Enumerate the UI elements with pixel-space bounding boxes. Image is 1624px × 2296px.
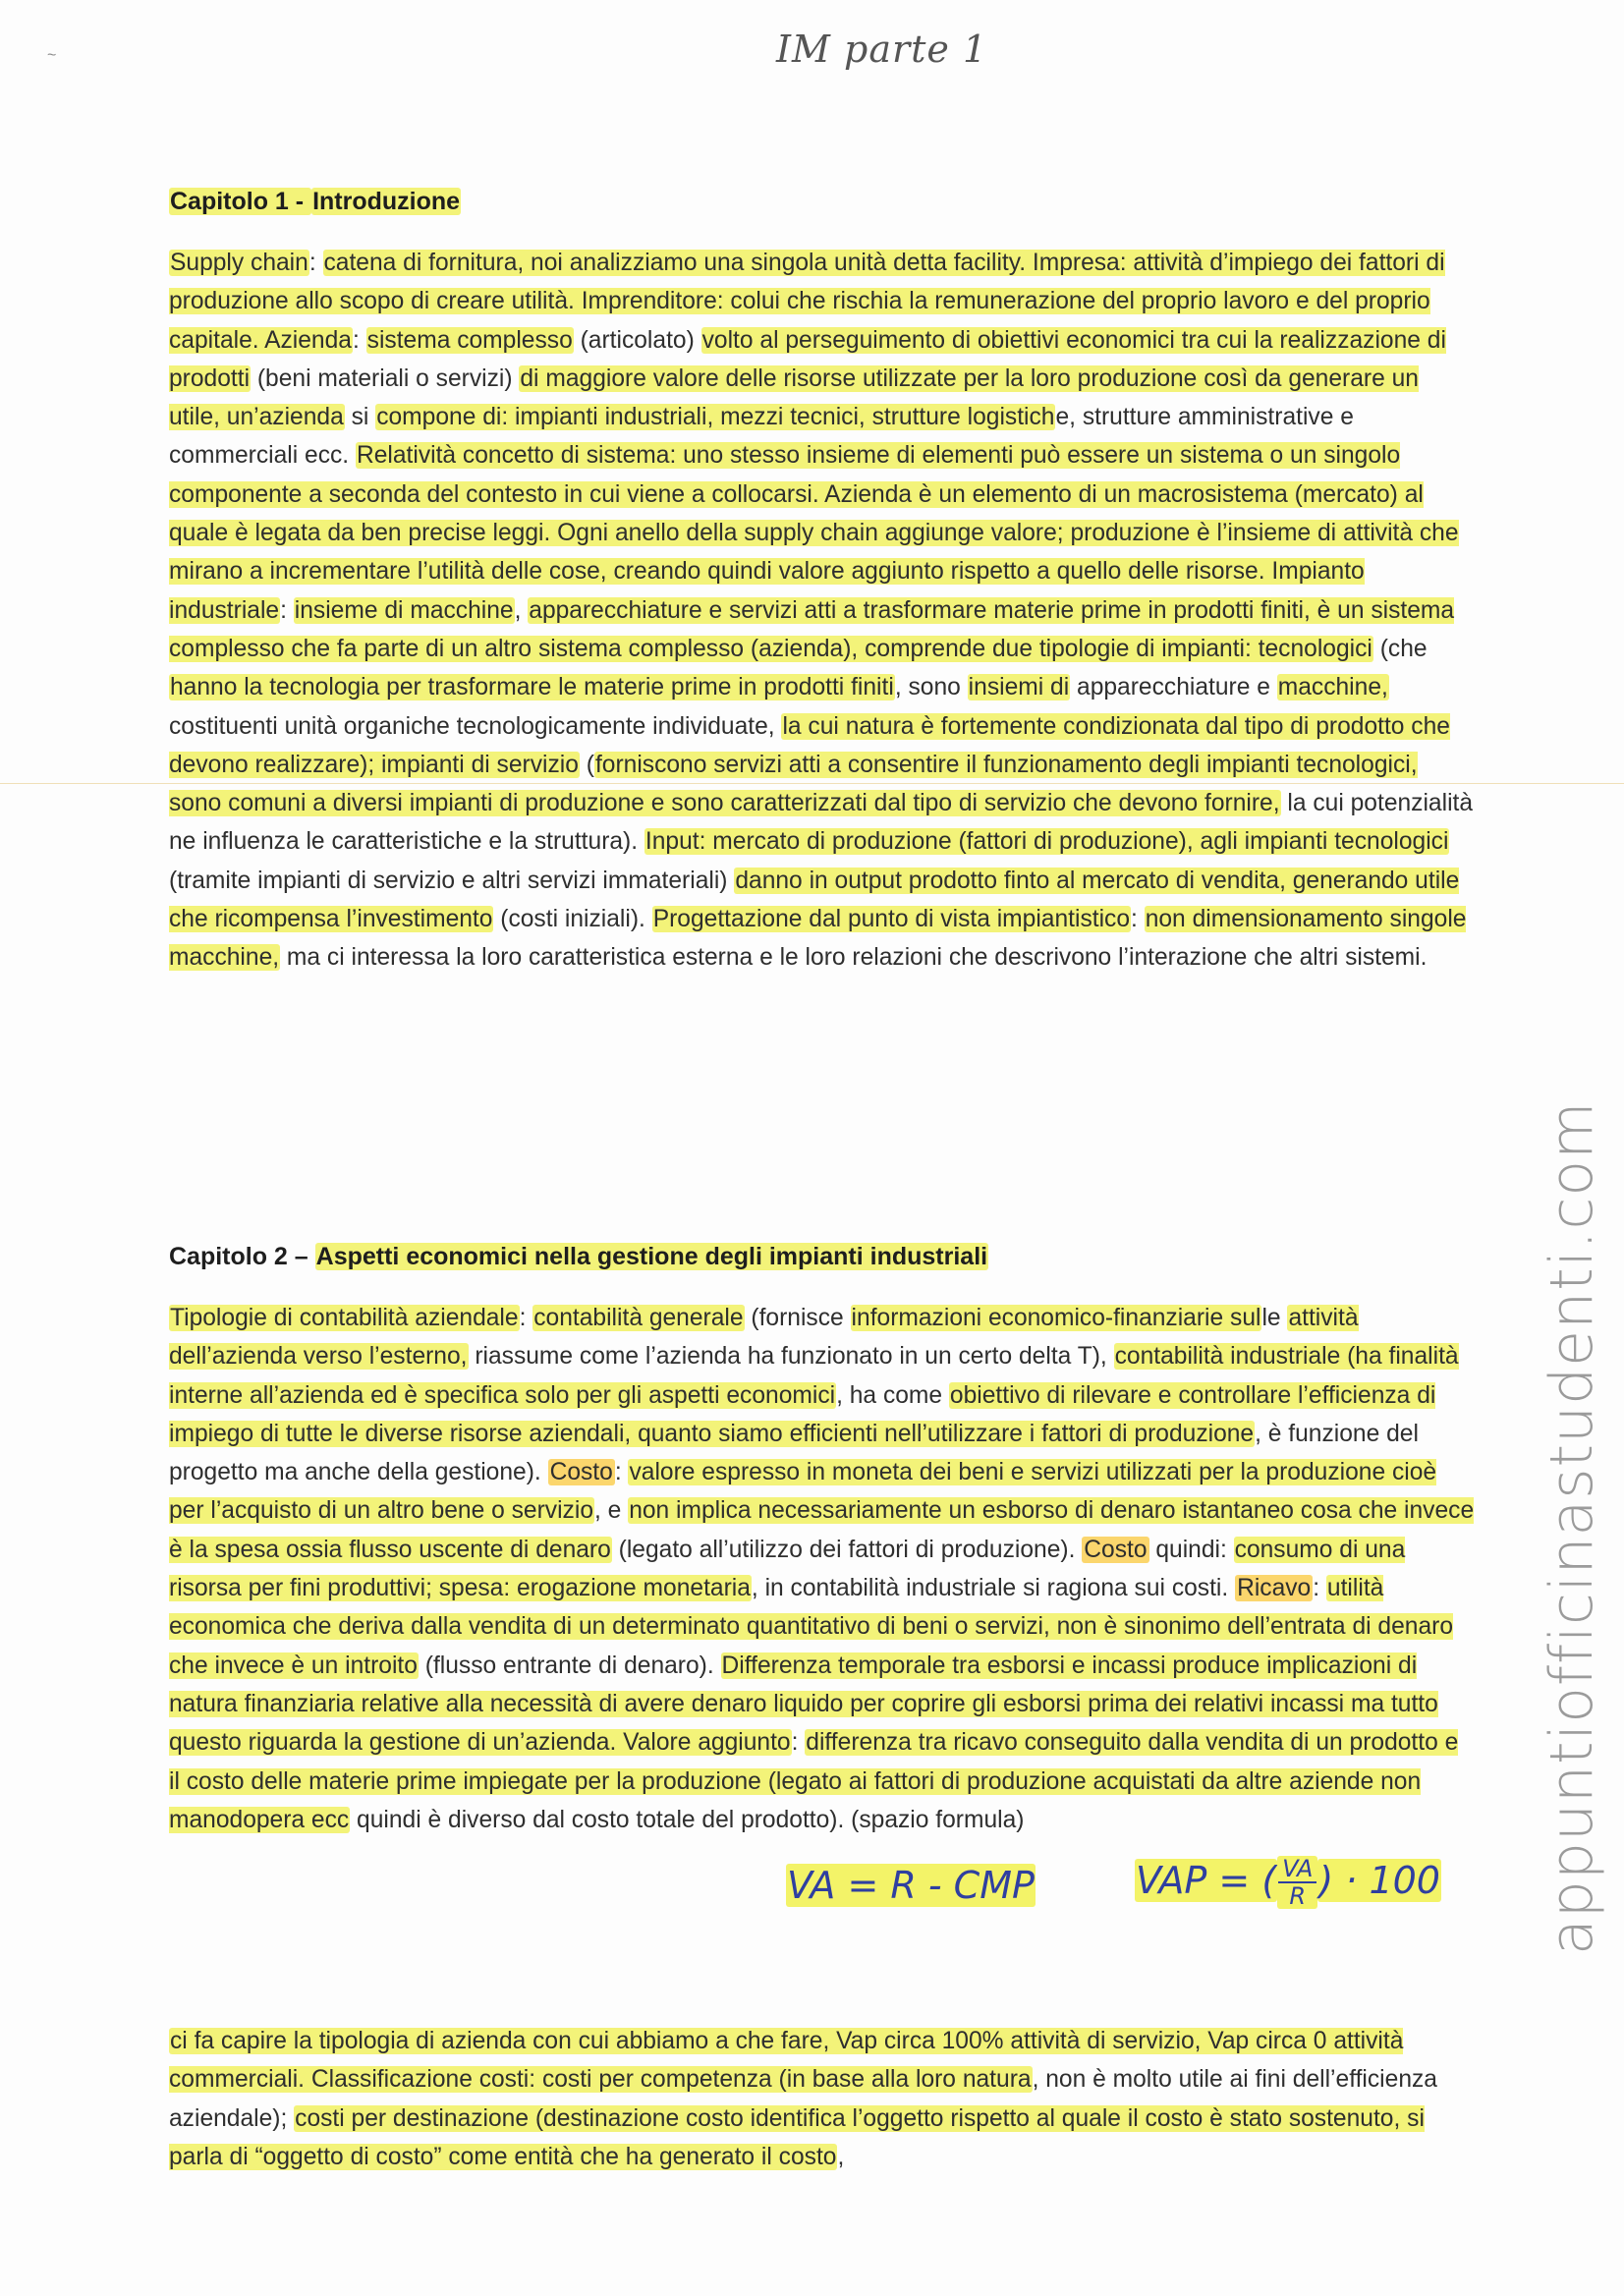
text-run: (tramite impianti di servizio e altri servizi immateriali) [169,867,735,894]
text-run: di maggiore valore delle risorse utilizzate per la loro produzione così da generare un utile, un’azienda [169,364,1419,431]
chapter-2-paragraph-2 [169,2022,1476,2176]
text-run: utilità economica che deriva dalla vendita di un determinato quantitativo di beni o servizi, non è sinonimo dell’entrata di denaro che invece è un introito [169,1575,1453,1679]
text-run: riassume come l’azienda ha funzionato in un certo delta T), [468,1343,1114,1371]
text-run: Differenza temporale tra esborsi e incassi produce implicazioni di natura finanziaria relative alla necessità di avere denaro liquido per coprire gli esborsi prima dei relativi incassi ma tutto questo riguarda la gestione di un’azienda. Valore aggiunto [169,1652,1438,1757]
chapter-2 [169,1240,1476,1839]
formula-vap-right: ) · 100 [1318,1858,1440,1902]
chapter-1-heading-title: Introduzione [312,188,461,215]
formula-valore-aggiunto [786,1864,1036,1907]
text-run: (che [1372,635,1428,662]
text-run: , ha come [836,1381,949,1409]
text-run: : [791,1729,806,1757]
text-run: Relatività concetto di sistema: uno stesso insieme di elementi può essere un sistema o un singolo componente a seconda del contesto in cui viene a collocarsi. Azienda è un elemento di un macrosistema (mercato) al quale è legata da ben precise leggi. Ogni anello della supply chain aggiunge valore; produzione è l’insieme di attività che mirano a incrementare l’utilità delle cose, creando quindi valore aggiunto rispetto a quello delle risorse. Impianto industriale [169,442,1459,624]
text-run: insiemi di [968,674,1070,701]
text-run: , [514,596,529,624]
text-run: Costo [549,1459,613,1486]
text-run: apparecchiature e servizi atti a trasformare materie prime in prodotti finiti, è un sistema complesso che fa parte di un altro sistema complesso (azienda), comprende due tipologie di impianti: tecnologici [169,596,1455,662]
formula-vap-denominator: R [1289,1882,1307,1910]
text-run: ma ci interessa la loro caratteristica esterna e le loro relazioni che descrivono l’interazione che altri sistemi. [280,944,1428,972]
text-run: Ricavo [1237,1575,1312,1602]
chapter-1-paragraph [169,244,1476,978]
formula-valore-aggiunto-percentuale [1135,1856,1441,1909]
text-run: (costi iniziali). [493,906,652,933]
text-run: obiettivo di rilevare e controllare l’efficienza di impiego di tutte le diverse risorse aziendali, quanto siamo efficienti nell’utilizzare i fattori di produzione [169,1381,1436,1447]
text-run: informazioni economico-finanziarie sul [851,1305,1261,1331]
text-run: (fornisce [744,1305,851,1331]
text-run: , sono [894,674,968,701]
chapter-2-heading-prefix: Capitolo 2 – [169,1243,315,1270]
text-run: Progettazione dal punto di vista impiantistico [652,906,1131,933]
text-run: costi per destinazione (destinazione costo identifica l’oggetto rispetto al quale il costo è stato sostenuto, si parla di “oggetto di costo” come entità che ha generato il costo [169,2104,1425,2170]
text-run: contabilità industriale (ha finalità interne all’azienda ed è specifica solo per gli aspetti economici [169,1343,1459,1409]
formula-vap-numerator: VA [1278,1856,1316,1883]
text-run: catena di fornitura, noi analizziamo una singola unità detta facility. Impresa: attività d’impiego dei fattori di produzione allo scopo di creare utilità. Imprenditore: colui che rischia la remunerazione del proprio lavoro e del proprio capitale. Azienda [169,250,1445,354]
formula-vap-left: VAP = ( [1136,1858,1277,1902]
chapter-2-heading-title: Aspetti economici nella gestione degli impianti industriali [315,1243,988,1270]
chapter-1 [169,185,1476,978]
text-run: ( [579,751,594,778]
text-run: apparecchiature e [1070,674,1277,701]
watermark: appuntiofficinastudenti.com [1538,1100,1606,1955]
formula-vap-fraction [1277,1856,1317,1909]
text-run: , in contabilità industriale si ragiona sui costi. [751,1575,1236,1602]
chapter-2-heading [169,1240,1476,1273]
text-run: le [1261,1305,1288,1331]
text-run: forniscono servizi atti a consentire il funzionamento degli impianti tecnologici, sono comuni a diversi impianti di produzione e sono caratterizzati dal tipo di servizio che devono fornire, [169,751,1418,817]
text-run: contabilità generale [533,1305,744,1331]
text-run: Tipologie di contabilità aziendale [170,1305,519,1331]
text-run: quindi è diverso dal costo totale del prodotto). (spazio formula) [350,1806,1025,1833]
text-run: la cui potenzialità ne influenza le caratteristiche e la struttura). [169,790,1474,856]
text-run: , è funzione del progetto ma anche della gestione). [169,1420,1419,1486]
text-run: (beni materiali o servizi) [251,364,520,392]
text-run: costituenti unità organiche tecnologicamente individuate, [169,712,782,740]
text-run: compone di: impianti industriali, mezzi tecnici, strutture logistich [376,404,1055,431]
text-run: si [344,404,376,431]
text-run: (articolato) [573,326,701,354]
formula-va-text: VA = R - CMP [787,1864,1035,1907]
text-run: valore espresso in moneta dei beni e servizi utilizzati per la produzione cioè per l’acquisto di un altro bene o servizio [169,1459,1437,1525]
text-run: , [837,2143,845,2170]
text-run: Costo [1084,1536,1148,1563]
text-run: sistema complesso [366,326,573,354]
text-run: hanno la tecnologia per trasformare le materie prime in prodotti finiti [170,674,894,701]
text-run: non dimensionamento singole macchine, [169,906,1467,972]
text-run: consumo di una risorsa per fini produttivi; spesa: erogazione monetaria [169,1536,1406,1602]
text-run: : [308,250,323,276]
chapter-2-paragraph-1 [169,1299,1476,1839]
text-run: volto al perseguimento di obiettivi economici tra cui la realizzazione di prodotti [169,326,1446,392]
text-run: danno in output prodotto finto al mercato di vendita, generando utile che ricompensa l’investimento [169,867,1460,933]
text-run: ci fa capire la tipologia di azienda con cui abbiamo a che fare, Vap circa 100% attività di servizio, Vap circa 0 attività commerciali. Classificazione costi: costi per competenza (in base alla loro natura [169,2028,1404,2094]
handwritten-title: IM parte 1 [776,28,988,71]
chapter-1-heading-prefix: Capitolo 1 - [170,188,311,215]
text-run: : [280,596,294,624]
text-run: Input: mercato di produzione (fattori di produzione), agli impianti tecnologici [644,828,1449,856]
text-run: quindi: [1148,1536,1234,1563]
chapter-2-continued [169,2022,1476,2176]
scan-mark: ~ [47,47,57,64]
chapter-1-heading [169,185,1476,218]
text-run: e, strutture amministrative e commerciali ecc. [169,404,1354,470]
text-run: (flusso entrante di denaro). [418,1652,721,1679]
text-run: , non è molto utile ai fini dell’efficienza aziendale); [169,2066,1437,2132]
text-run: la cui natura è fortemente condizionata dal tipo di prodotto che devono realizzare); impianti di servizio [169,712,1450,778]
text-run: : [519,1305,533,1331]
handwritten-formulas [786,1852,1474,1931]
text-run: non implica necessariamente un esborso di denaro istantaneo cosa che invece è la spesa ossia flusso uscente di denaro [169,1497,1475,1563]
text-run: : [352,326,366,354]
text-run: , e [594,1497,629,1525]
text-run: : [1313,1575,1326,1602]
text-run: (legato all’utilizzo dei fattori di produzione). [611,1536,1083,1563]
text-run: : [1131,906,1145,933]
text-run: macchine, [1277,674,1388,701]
text-run: insieme di macchine [294,596,514,624]
text-run: differenza tra ricavo conseguito dalla vendita di un prodotto e il costo delle materie prime impiegate per la produzione (legato ai fattori di produzione acquistati da altre aziende non manodopera ecc [169,1729,1459,1833]
text-run: attività dell’azienda verso l’esterno, [169,1305,1359,1371]
text-run: Supply chain [170,250,308,276]
text-run: : [614,1459,629,1486]
